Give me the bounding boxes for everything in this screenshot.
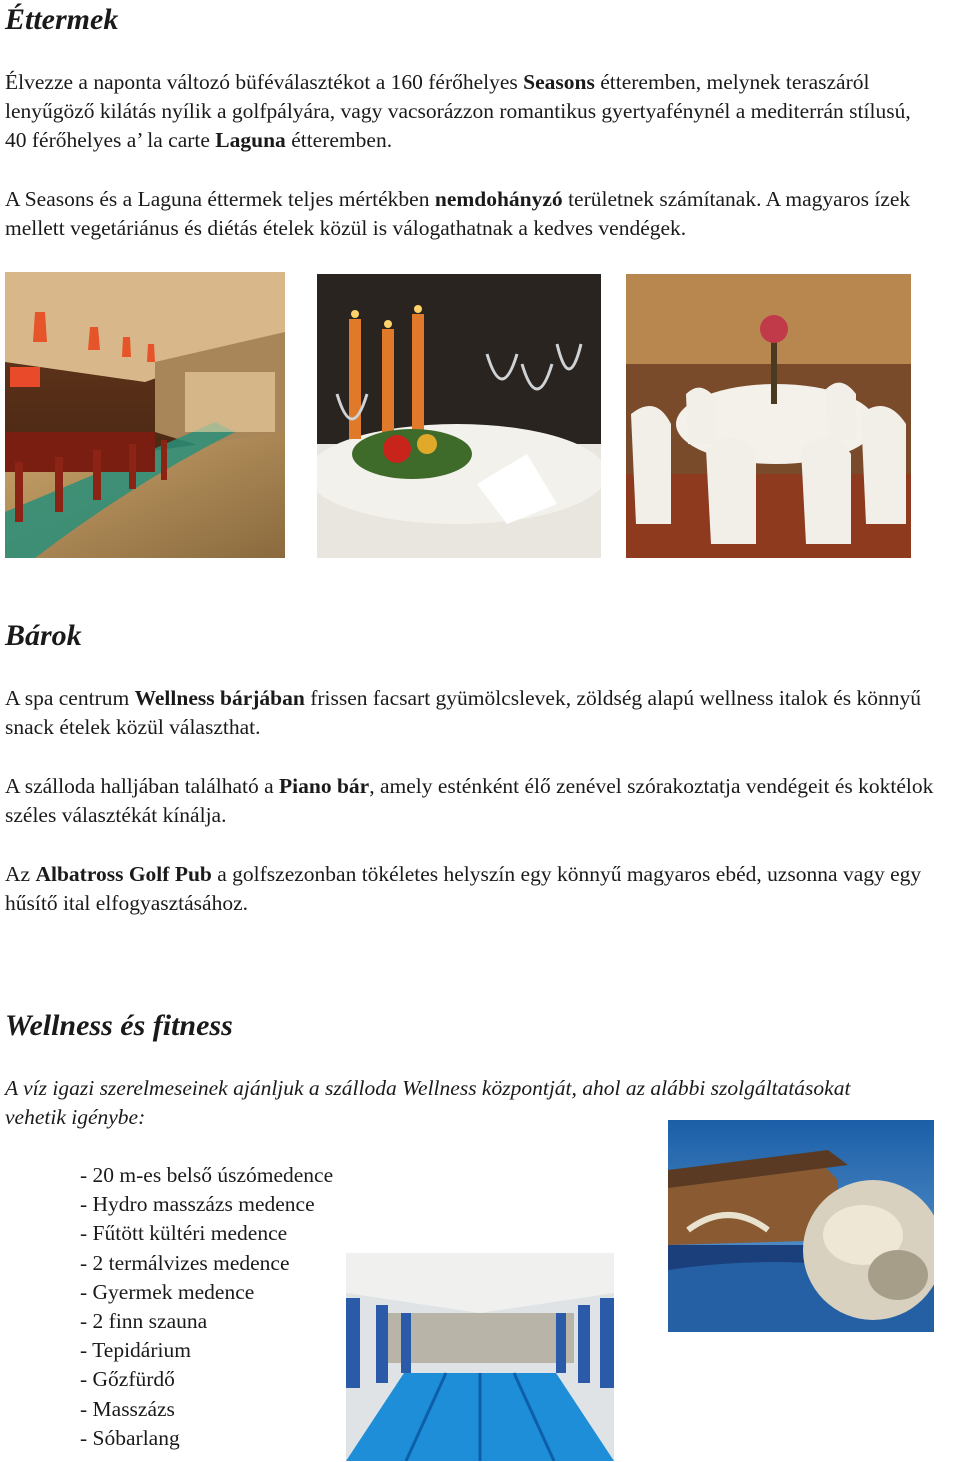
laguna-bold: Laguna: [215, 128, 286, 152]
text-run: frissen facsart gyümölcslevek, zöldség alapú wellness italok és könnyű snack ételek közül választhat.: [5, 686, 922, 739]
table-setting-photo: [317, 274, 601, 558]
heading-restaurants: Éttermek: [5, 3, 119, 36]
text-run: A Seasons és a Laguna éttermek teljes mértékben: [5, 187, 435, 211]
bar-interior-photo: [5, 272, 285, 558]
text-run: étteremben, melynek teraszáról lenyűgöző kilátás nyílik a golfpályára, vagy vacsorázzon romantikus gyertyafénynél a mediterrán stílusú, 40 férőhelyes a’ la carte: [5, 70, 911, 152]
service-item: - Sóbarlang: [80, 1425, 180, 1450]
service-item: - Gyermek medence: [80, 1279, 255, 1304]
seasons-bold: Seasons: [523, 70, 595, 94]
piano-bar-bold: Piano bár: [279, 774, 370, 798]
service-item: - Masszázs: [80, 1396, 175, 1421]
text-run: A spa centrum: [5, 686, 135, 710]
service-item: - Fűtött kültéri medence: [80, 1221, 288, 1246]
service-item: - 2 finn szauna: [80, 1309, 208, 1334]
bars-paragraph-2: [5, 772, 935, 830]
service-item: - 20 m-es belső úszómedence: [80, 1163, 334, 1187]
outdoor-pool-photo: [668, 1120, 934, 1332]
services-list: [80, 1161, 333, 1453]
text-run: területnek számítanak. A magyaros ízek mellett vegetáriánus és diétás ételek közül is válogathatnak a kedves vendégek.: [5, 187, 911, 240]
service-item: - Tepidárium: [80, 1338, 191, 1363]
service-item: - Gőzfürdő: [80, 1367, 175, 1392]
text-run: a golfszezonban tökéletes helyszín egy könnyű magyaros ebéd, uzsonna vagy egy hűsítő ital elfogyasztásához.: [5, 862, 922, 915]
restaurants-paragraph-2: [5, 185, 935, 243]
bars-paragraph-1: [5, 684, 935, 742]
text-run: A szálloda halljában található a: [5, 774, 280, 798]
text-run: Az: [5, 862, 36, 886]
wellness-intro: A víz igazi szerelmeseinek ajánljuk a szálloda Wellness központját, ahol az alábbi szolgáltatásokat vehetik igénybe:: [5, 1076, 851, 1129]
heading-bars: Bárok: [5, 619, 82, 652]
text-run: Élvezze a naponta változó büféválasztékot a 160 férőhelyes: [5, 70, 524, 94]
bars-paragraph-3: [5, 860, 935, 918]
restaurants-paragraph-1: [5, 68, 935, 155]
golf-pub-bold: Albatross Golf Pub: [35, 862, 212, 886]
text-run: étteremben.: [285, 128, 393, 152]
banquet-hall-photo: [626, 274, 911, 558]
service-item: - 2 termálvizes medence: [80, 1250, 290, 1275]
service-item: - Hydro masszázs medence: [80, 1192, 315, 1217]
wellness-bar-bold: Wellness bárjában: [134, 686, 305, 710]
text-run: , amely esténként élő zenével szórakoztatja vendégeit és koktélok széles választékát kínálja.: [5, 774, 934, 827]
indoor-pool-photo: [346, 1253, 614, 1461]
non-smoking-bold: nemdohányzó: [434, 187, 563, 211]
heading-wellness: Wellness és fitness: [5, 1009, 233, 1042]
